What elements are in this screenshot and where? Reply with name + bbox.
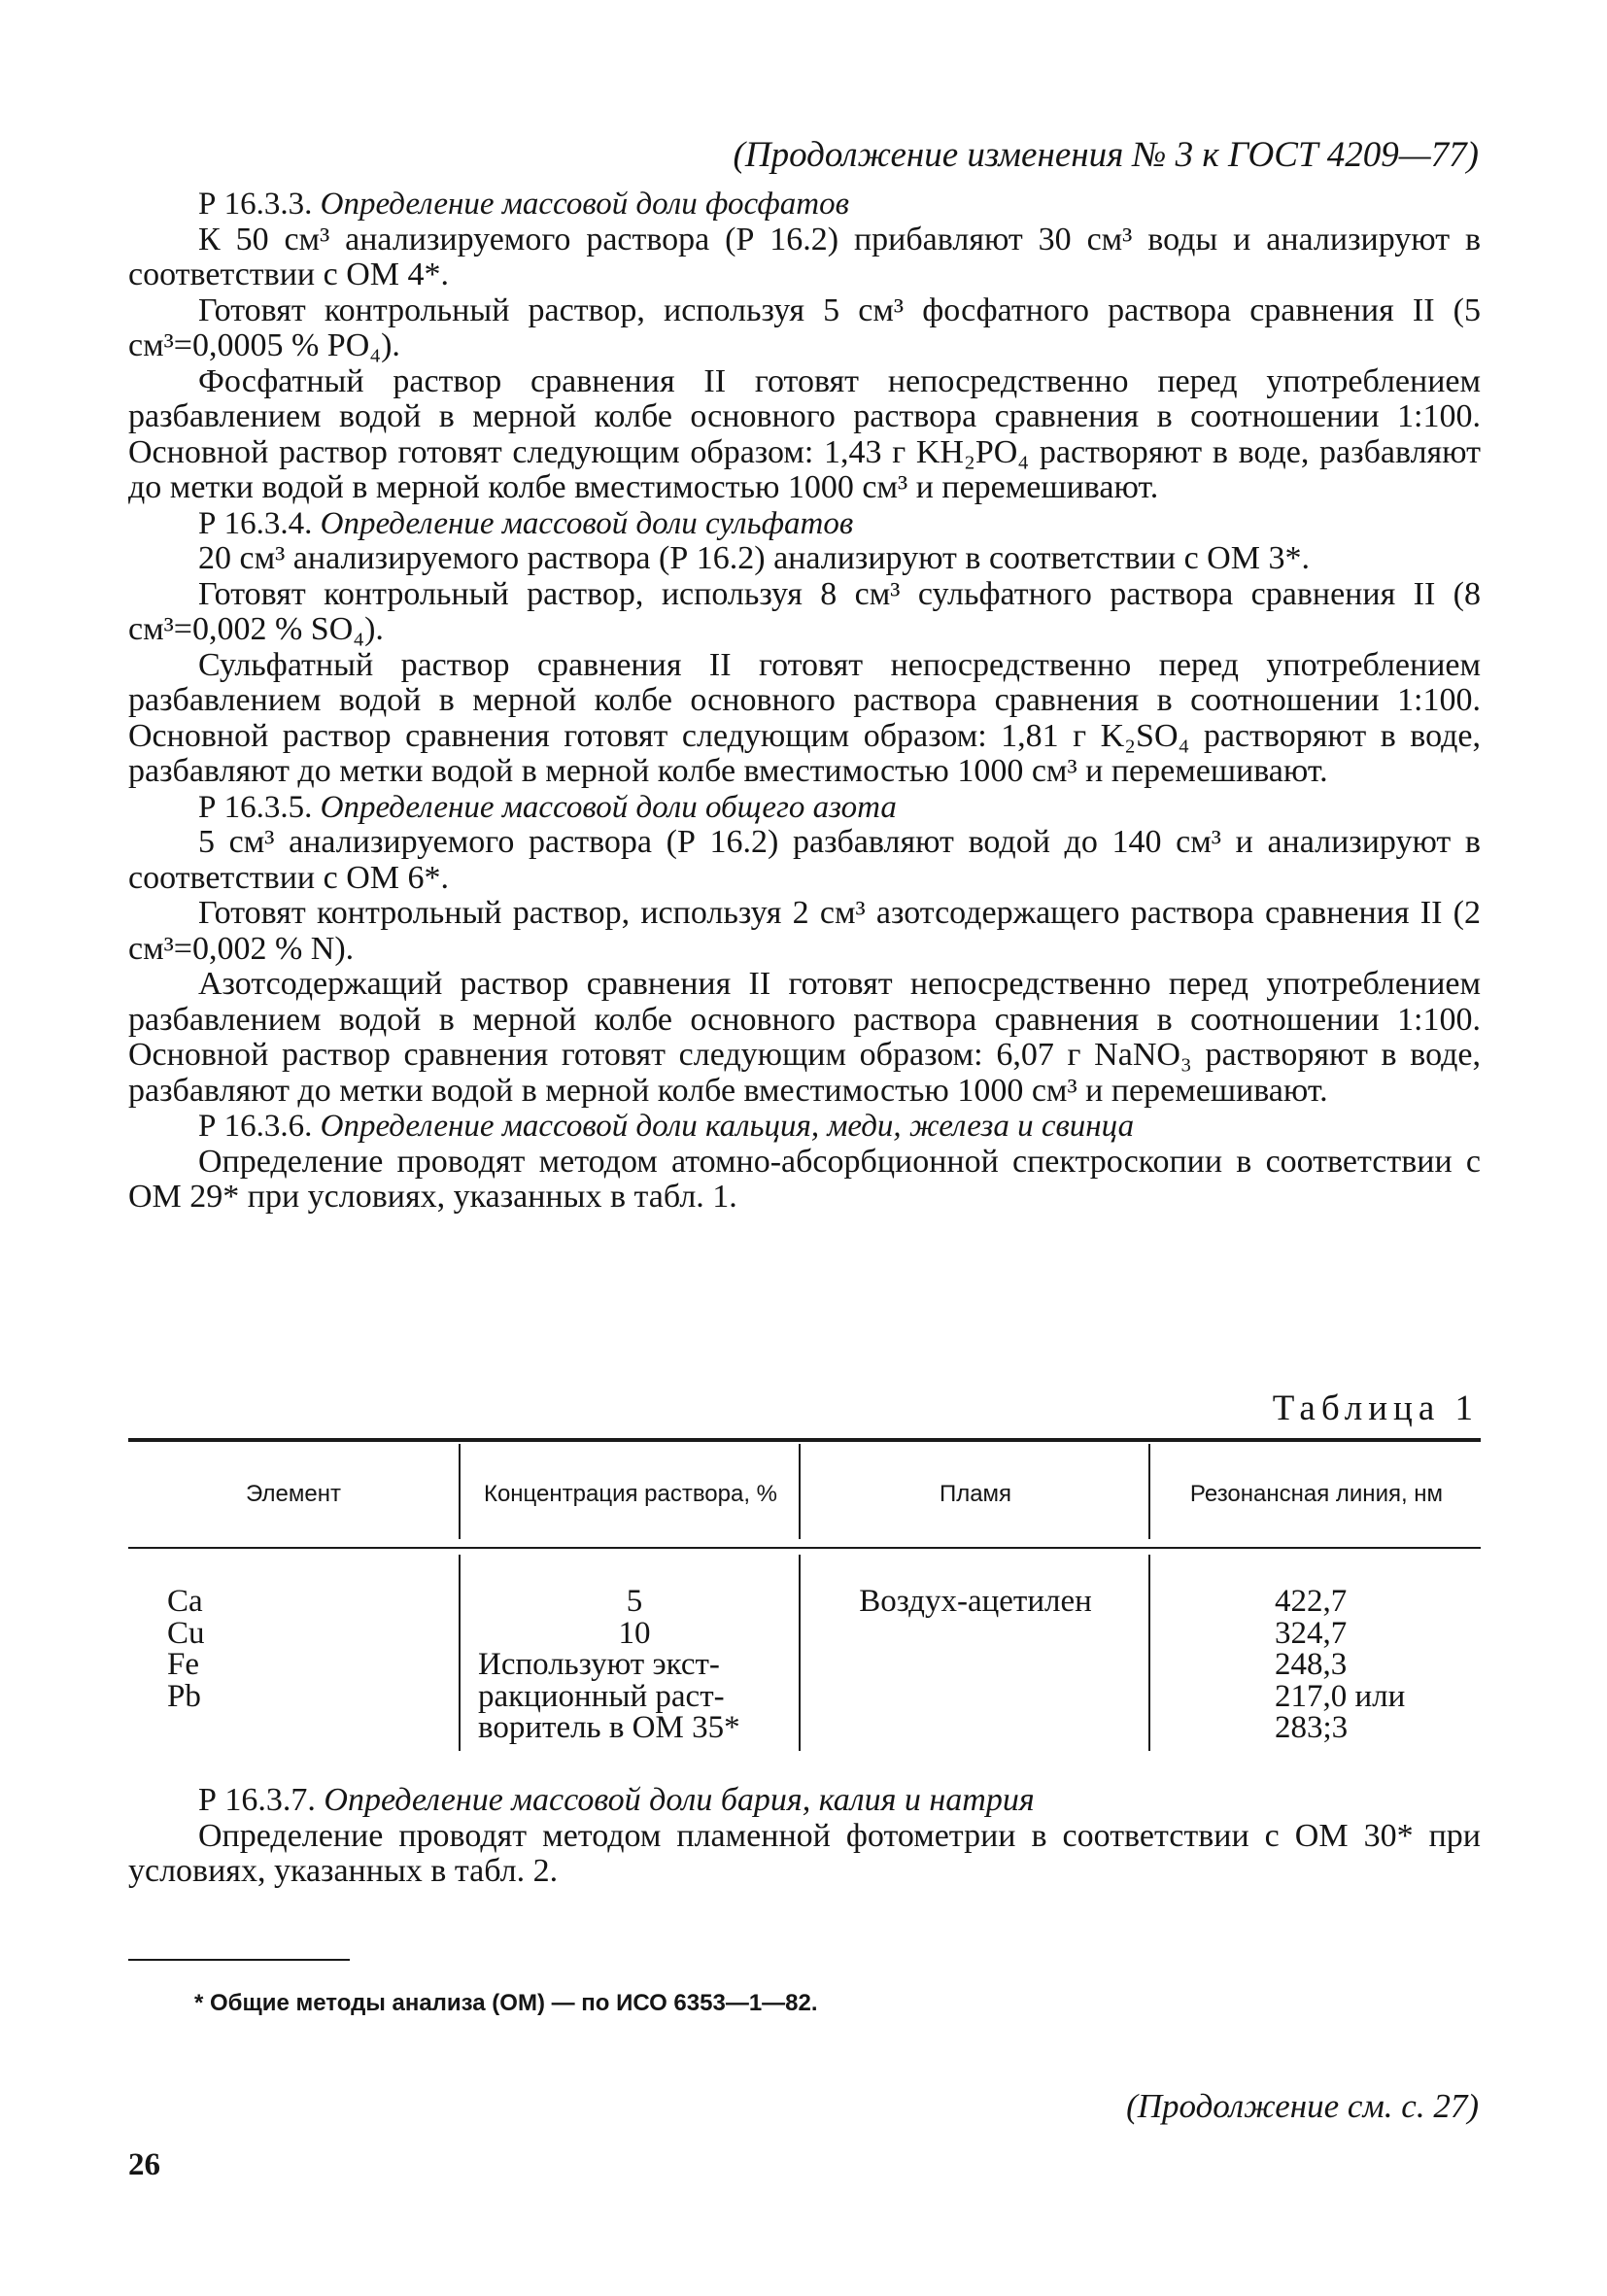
table-cell: ракционный раст- [478,1678,725,1714]
section-heading [128,506,1481,542]
table-cell: 283;3 [1275,1710,1349,1745]
table-cell: Воздух-ацетилен [859,1584,1092,1619]
section-number: Р 16.3.5. [198,789,313,825]
element-column [167,1586,205,1712]
table-header-rule [128,1547,1481,1549]
table-top-rule [128,1438,1481,1442]
table-cell: Ca [167,1584,203,1619]
column-divider [799,1555,801,1751]
column-divider [799,1444,801,1539]
header-resonance-line: Резонансная линия, нм [1189,1481,1444,1507]
page-number: 26 [128,2147,160,2182]
table-cell: воритель в ОМ 35* [478,1710,740,1745]
section-heading [128,1783,1481,1819]
section-number: Р 16.3.6. [198,1109,313,1144]
paragraph: Готовят контрольный раствор, используя 8 см³ сульфатного раствора сравнения II (8 см³=0,002 % SO₄). [128,575,1481,647]
section-title: Определение массовой доли кальция, меди, железа и свинца [320,1109,1135,1144]
paragraph: Определение проводят методом атомно-абсорбционной спектроскопии в соответствии с ОМ 29* при условиях, указанных в табл. 1. [128,1143,1481,1215]
section-title: Определение массовой доли бария, калия и натрия [324,1782,1035,1818]
table-cell: Используют экст- [478,1647,720,1682]
paragraph: Определение проводят методом пламенной фотометрии в соответствии с ОМ 30* при условиях, указанных в табл. 2. [128,1817,1481,1889]
section-number: Р 16.3.4. [198,505,313,541]
table-cell: Pb [167,1678,201,1714]
section-number: Р 16.3.7. [198,1782,316,1818]
paragraph: Готовят контрольный раствор, используя 5 см³ фосфатного раствора сравнения II (5 см³=0,0005 % PO₄). [128,291,1481,363]
table-cell: 324,7 [1275,1615,1348,1651]
table-cell: 10 [618,1615,651,1651]
column-divider [459,1555,461,1751]
header-concentration: Концентрация раствора, % [483,1481,778,1507]
table-cell: 217,0 или [1275,1678,1406,1714]
section-heading [128,790,1481,826]
resonance-column [1275,1586,1405,1744]
body-text [128,187,1481,1216]
paragraph: Азотсодержащий раствор сравнения II готовят непосредственно перед употреблением разбавлением водой в мерной колбе основного раствора сравнения в соотношении 1:100. Основной раствор сравнения готовят следующим образом: 6,07 г NaNO₃ растворяют в воде, разбавляют до метки водой в мерной колбе вместимостью 1000 см³ и перемешивают. [128,966,1481,1109]
section-title: Определение массовой доли сульфатов [320,505,854,541]
paragraph: Сульфатный раствор сравнения II готовят непосредственно перед употреблением разбавлением водой в мерной колбе основного раствора сравнения в соотношении 1:100. Основной раствор сравнения готовят следующим образом: 1,81 г K₂SO₄ растворяют в воде, разбавляют до метки водой в мерной колбе вместимостью 1000 см³ и перемешивают. [128,646,1481,789]
paragraph: Готовят контрольный раствор, используя 2 см³ азотсодержащего раствора сравнения II (2 см³=0,002 % N). [128,895,1481,967]
footnote: * Общие методы анализа (ОМ) — по ИСО 6353—1—82. [194,1990,818,2016]
column-divider [1148,1444,1150,1539]
header-flame: Пламя [939,1481,1012,1507]
column-divider [459,1444,461,1539]
footnote-rule [128,1959,350,1961]
page-header: (Продолжение изменения № 3 к ГОСТ 4209—77) [733,135,1479,175]
paragraph: К 50 см³ анализируемого раствора (Р 16.2) прибавляют 30 см³ воды и анализируют в соответствии с ОМ 4*. [128,221,1481,292]
flame-column [803,1586,1148,1618]
table-cell: 248,3 [1275,1647,1348,1682]
table-cell: 5 [626,1584,643,1619]
paragraph: Фосфатный раствор сравнения II готовят непосредственно перед употреблением разбавлением водой в мерной колбе основного раствора сравнения в соотношении 1:100. Основной раствор готовят следующим образом: 1,43 г KH₂PO₄ растворяют в воде, разбавляют до метки водой в мерной колбе вместимостью 1000 см³ и перемешивают. [128,362,1481,505]
table-cell: Cu [167,1615,205,1651]
concentration-column [478,1586,791,1744]
section-number: Р 16.3.3. [198,187,313,222]
section-title: Определение массовой доли общего азота [320,789,897,825]
body-text-continued [128,1783,1481,1890]
section-heading [128,187,1481,223]
section-title: Определение массовой доли фосфатов [320,187,849,222]
header-element: Элемент [246,1481,341,1507]
continuation-note: (Продолжение см. с. 27) [1126,2087,1479,2125]
column-divider [1148,1555,1150,1751]
table-cell: Fe [167,1647,199,1682]
paragraph: 5 см³ анализируемого раствора (Р 16.2) разбавляют водой до 140 см³ и анализируют в соответствии с ОМ 6*. [128,824,1481,896]
section-heading [128,1109,1481,1145]
paragraph: 20 см³ анализируемого раствора (Р 16.2) анализируют в соответствии с ОМ 3*. [198,540,1310,576]
table-caption: Таблица 1 [1272,1388,1479,1428]
table-cell: 422,7 [1275,1584,1348,1619]
